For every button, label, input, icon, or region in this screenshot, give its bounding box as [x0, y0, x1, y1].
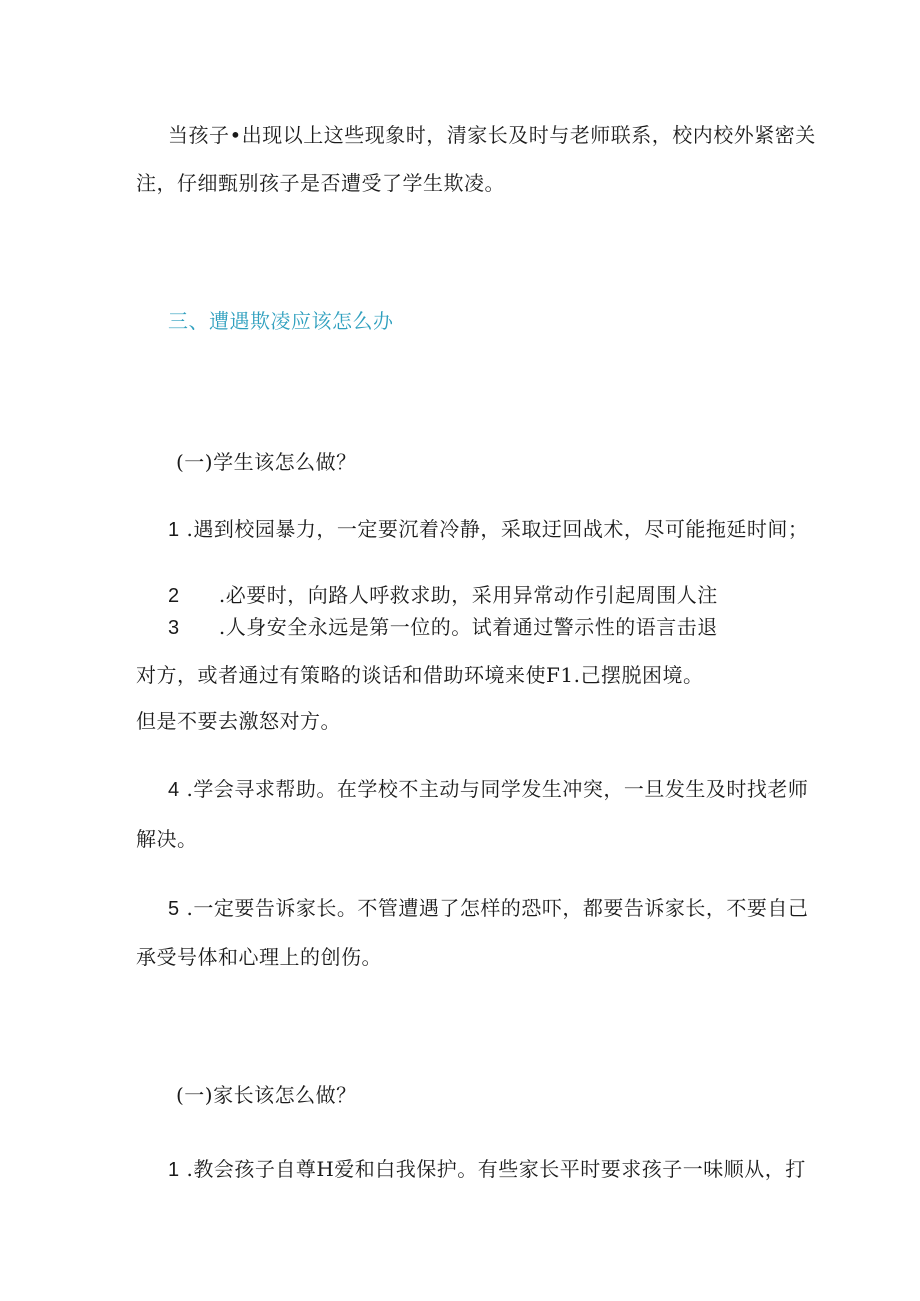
item-text: .遇到校园暴力，一定要沉着冷静，采取迂回战术，尽可能拖延时间； — [186, 517, 809, 541]
student-item-3-continuation-2: 但是不要去激怒对方。 — [136, 709, 341, 733]
item-text: .教会孩子自尊H爱和白我保护。有些家长平时要求孩子一味顺从，打 — [186, 1157, 806, 1181]
intro-line-2: 注，仔细甄别孩子是否遭受了学生欺凌。 — [136, 171, 505, 195]
item-text: .一定要告诉家长。不管遭遇了怎样的恐吓，都要告诉家长，不要自己 — [186, 896, 809, 920]
item-number: 1 — [168, 1159, 180, 1181]
parents-subheading: (一)家长该怎么做？ — [176, 1083, 357, 1107]
students-subheading: (一)学生该怎么做？ — [176, 450, 357, 474]
student-item-2 — [168, 582, 718, 609]
student-item-5 — [168, 895, 808, 922]
parent-item-1 — [168, 1156, 806, 1183]
item-text: .必要时，向路人呼救求助，采用异常动作引起周围人注 — [218, 583, 718, 607]
item-number: 1 — [168, 519, 180, 541]
item-number: 4 — [168, 779, 180, 801]
section-heading: 三、遭遇欺凌应该怎么办 — [168, 309, 394, 333]
item-number: 3 — [168, 617, 180, 639]
student-item-5-continuation: 承受号体和心理上的创伤。 — [136, 945, 382, 969]
student-item-1 — [168, 516, 808, 543]
student-item-4-continuation: 解决。 — [136, 827, 198, 851]
student-item-3-continuation-1: 对方，或者通过有策略的谈话和借助环境来使F1.己摆脱困境。 — [136, 663, 704, 687]
student-item-4 — [168, 776, 808, 803]
item-text: .人身安全永远是第一位的。试着通过警示性的语言击退 — [218, 615, 718, 639]
item-number: 2 — [168, 585, 180, 607]
student-item-3 — [168, 614, 718, 641]
item-number: 5 — [168, 898, 180, 920]
intro-line-1: 当孩子•出现以上这些现象时，清家长及时与老师联系，校内校外紧密关 — [168, 123, 816, 147]
item-text: .学会寻求帮助。在学校不主动与同学发生冲突，一旦发生及时找老师 — [186, 777, 809, 801]
